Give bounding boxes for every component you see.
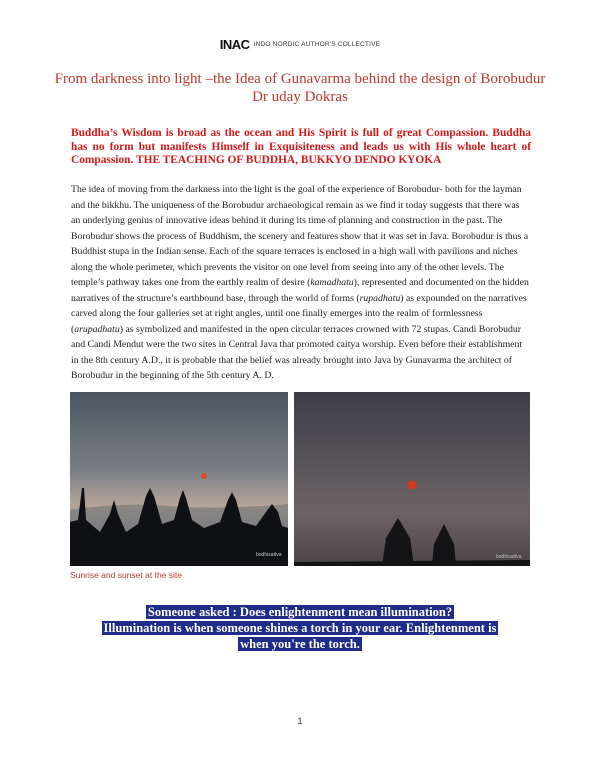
author-line: Dr uday Dokras bbox=[252, 89, 348, 105]
body-paragraph bbox=[71, 182, 531, 384]
sunrise-photo bbox=[70, 392, 288, 566]
callout-line: Illumination is when someone shines a torch in your ear. Enlightenment is bbox=[103, 621, 497, 635]
photo-row bbox=[70, 392, 530, 566]
photo-watermark: bodhisattva bbox=[256, 552, 282, 558]
title-line: From darkness into light –the Idea of Gunavarma behind the design of Borobudur bbox=[54, 71, 546, 87]
callout-line: Someone asked : Does enlightenment mean illumination? bbox=[147, 605, 453, 619]
epigraph-quote: Buddha’s Wisdom is broad as the ocean and His Spirit is full of great Compassion. Buddha has no form but manifests Himself in Exquisiteness and leads us with His whole heart of Compassion. THE TEACHING OF BUDDHA, BUKKYO DENDO KYOKA bbox=[71, 127, 531, 166]
logo bbox=[220, 37, 380, 52]
callout-line: when you're the torch. bbox=[240, 637, 360, 651]
body-text-part: The idea of moving from the darkness into the light is the goal of the experience of Borobudur- both for the layman and the bikkhu. The uniqueness of the Borobudur archaeological remain as we find it today suggests that there was an underlying genius of innovative ideas behind it during its time of planning and construction in the past. The Borobudur shows the process of Buddhism, the scenery and features show that it was set in Java. Borobudur is thus a Buddhist stupa in the Indian sense. Each of the square terraces is enclosed in a high wall with pavilions and niches along the whole perimeter, which prevents the visitor on one level from seeing into any of the other levels. The temple’s pathway takes one from the earthly realm of desire ( bbox=[71, 184, 529, 288]
page-number: 1 bbox=[297, 716, 303, 726]
sunset-photo bbox=[294, 392, 530, 566]
term-rupadhatu: rupadhatu bbox=[359, 292, 401, 304]
highlighted-callout bbox=[70, 604, 530, 652]
page-header bbox=[0, 36, 600, 54]
term-kamadhatu: kamadhatu bbox=[310, 277, 354, 288]
document-title bbox=[40, 70, 560, 106]
body-text-part: ) as expounded on the narratives carved along the four galleries set at right angles, until one finally emerges into the realm of formlessness ( bbox=[71, 292, 527, 335]
logo-text: INDO NORDIC AUTHOR'S COLLECTIVE bbox=[253, 41, 381, 48]
photo-watermark: bodhisattva bbox=[496, 554, 522, 560]
logo-mark: INAC bbox=[219, 37, 250, 52]
body-text-part: ), represented and documented on the hidden narratives of the structure’s earthbound base, through the world of forms ( bbox=[71, 277, 529, 304]
body-text-part: ) as symbolized and manifested in the open circular terraces crowned with 72 stupas. Candi Borobudur and Candi Mendut were the two sites in Central Java that promoted caitya worship. Even before their establishment in the 8th century A.D., it is probable that the belief was already brought into Java by Gunavarma the architect of Borobudur in the beginning of the 5th century A. D. bbox=[71, 323, 523, 381]
photo-caption: Sunrise and sunset at the site bbox=[70, 570, 182, 580]
term-arupadhatu: arupadhatu bbox=[74, 323, 120, 335]
